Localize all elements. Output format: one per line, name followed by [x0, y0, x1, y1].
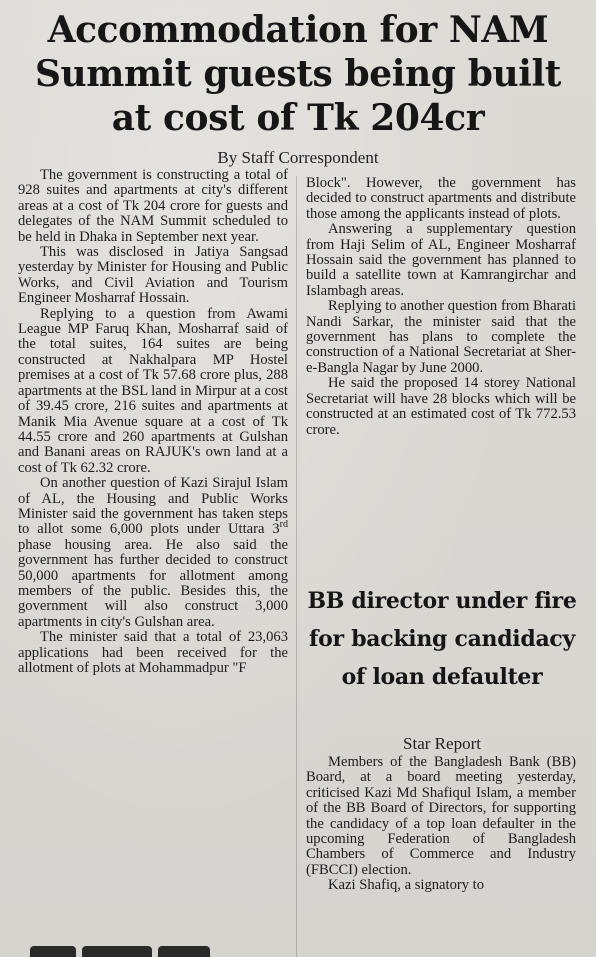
article-paragraph: Block". However, the government has decided to construct apartments and distribute those among the applicants instead of plots.	[306, 176, 576, 222]
article-paragraph: Replying to a question from Awami League MP Faruq Khan, Mosharraf said of the total suites, 164 suites are being constructed at Nakhalpara MP Hostel premises at a cost of Tk 57.68 crore plus, 288 apartments at the BSL land in Mirpur at a cost of 39.45 crore, 216 suites and apartments at Manik Mia Avenue square at a cost of Tk 44.55 crore and 260 apartments at Gulshan and Banani areas on RAJUK's own land at a cost of Tk 62.32 crore.	[18, 305, 288, 476]
paragraph-text-continued: phase housing area. He also said the government has further decided to construct 50,000 apartments for allotment among members of the public. Besides this, the government will also construct 3,000 apartments in city's Gulshan area.	[18, 536, 288, 630]
article-paragraph: Kazi Shafiq, a signatory to	[328, 877, 485, 894]
main-byline: By Staff Correspondent	[217, 148, 379, 167]
article-paragraph: The government is constructing a total of 928 suites and apartments at city's different areas at a cost of Tk 204 crore for guests and delegates of the NAM Summit scheduled to be held in Dhaka in September next year.	[18, 168, 288, 245]
second-headline: BB director under fire for backing candidacy of loan defaulter	[307, 588, 577, 690]
cut-off-headline-fragment	[30, 946, 270, 957]
main-article-left-column	[18, 168, 288, 957]
article-paragraph	[18, 476, 288, 630]
article-paragraph: Answering a supplementary question from Haji Selim of AL, Engineer Mosharraf Hossain said the government has planned to build a satellite town at Kamrangirchar and Islambagh areas.	[306, 221, 576, 299]
main-article-right-column	[306, 176, 576, 582]
second-article-body	[306, 755, 576, 957]
article-paragraph: Members of the Bangladesh Bank (BB) Board, at a board meeting yesterday, criticised Kazi Md Shafiqul Islam, a member of the BB Board of Directors, for supporting the candidacy of a top loan defaulter in the upcoming Federation of Bangladesh Chambers of Commerce and Industry (FBCCI) election.	[306, 755, 576, 878]
article-paragraph: This was disclosed in Jatiya Sangsad yesterday by Minister for Housing and Public Works, and Civil Aviation and Tourism Engineer Mosharraf Hossain.	[18, 244, 288, 307]
column-divider	[296, 176, 297, 957]
ordinal-superscript: rd	[279, 519, 288, 531]
article-paragraph: The minister said that a total of 23,063 applications had been received for the allotment of plots at Mohammadpur "F	[18, 629, 288, 676]
second-byline: Star Report	[403, 734, 481, 753]
main-headline: Accommodation for NAM Summit guests being built at cost of Tk 204cr	[34, 9, 562, 139]
article-paragraph: He said the proposed 14 storey National Secretariat will have 28 blocks which will be constructed at an estimated cost of Tk 772.53 crore.	[306, 375, 576, 438]
paragraph-text: On another question of Kazi Sirajul Islam of AL, the Housing and Public Works Minister said the government has taken steps to allot some 6,000 plots under Uttara 3	[18, 475, 288, 538]
article-paragraph: Replying to another question from Bharati Nandi Sarkar, the minister said that the government has plans to complete the construction of a National Secretariat at Sher-e-Bangla Nagar by June 2000.	[306, 298, 576, 376]
